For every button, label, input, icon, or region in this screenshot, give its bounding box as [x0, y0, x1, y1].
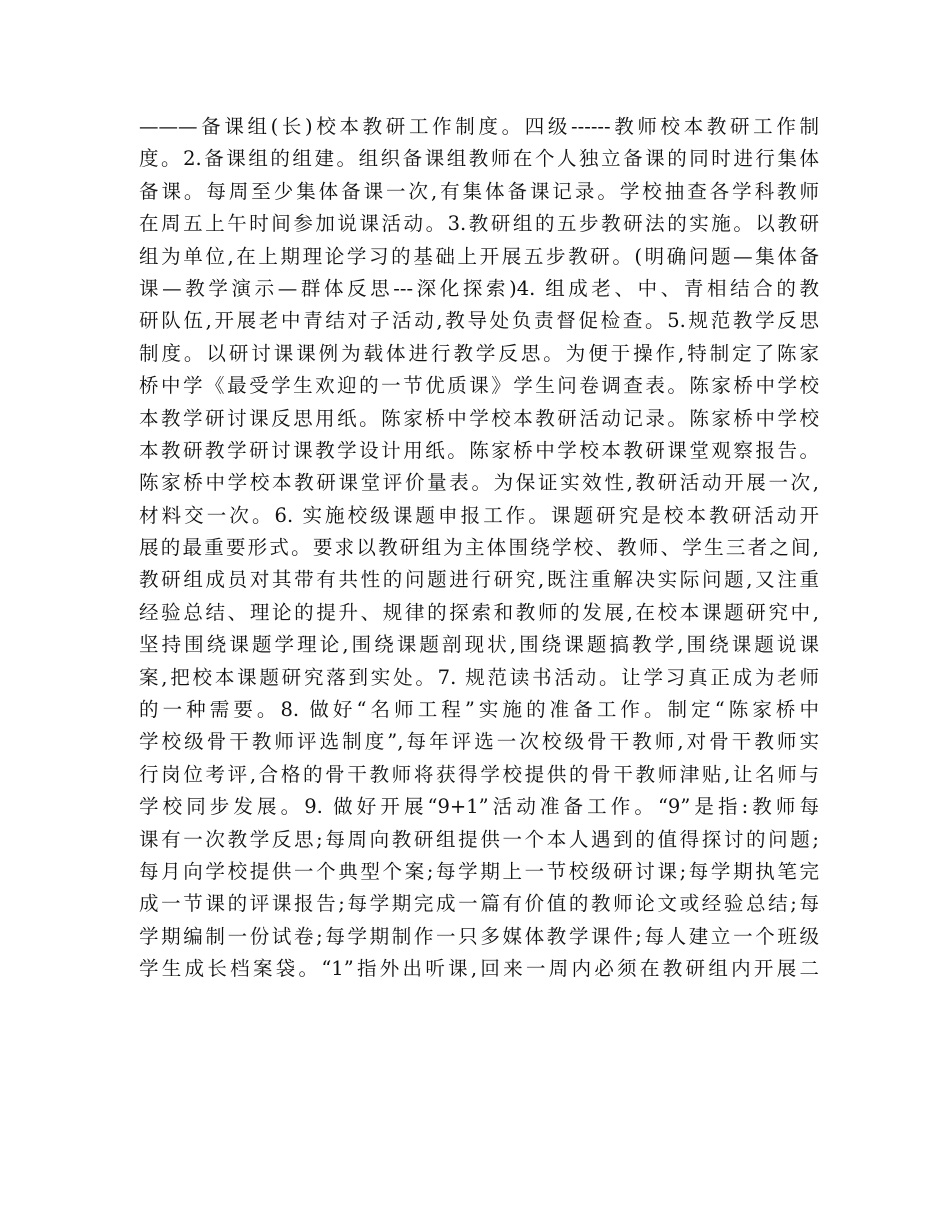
- text-line: 学期编制一份试卷;每学期制作一只多媒体教学课件;每人建立一个班级: [139, 924, 819, 948]
- text-line: 本教研教学研讨课教学设计用纸。陈家桥中学校本教研课堂观察报告。: [139, 438, 819, 462]
- text-line: 的一种需要。8. 做好“名师工程”实施的准备工作。制定“陈家桥中: [139, 698, 819, 722]
- text-line: 成一节课的评课报告;每学期完成一篇有价值的教师论文或经验总结;每: [139, 892, 819, 916]
- text-line: 行岗位考评,合格的骨干教师将获得学校提供的骨干教师津贴,让名师与: [139, 762, 819, 786]
- text-line: 度。2.备课组的组建。组织备课组教师在个人独立备课的同时进行集体: [139, 147, 819, 171]
- body-text: [139, 111, 819, 986]
- text-line: 每月向学校提供一个典型个案;每学期上一节校级研讨课;每学期执笔完: [139, 859, 819, 883]
- text-line: ———备课组(长)校本教研工作制度。四级------教师校本教研工作制: [139, 115, 819, 138]
- text-line: 课有一次教学反思;每周向教研组提供一个本人遇到的值得探讨的问题;: [139, 827, 819, 851]
- text-line: 陈家桥中学校本教研课堂评价量表。为保证实效性,教研活动开展一次,: [139, 471, 819, 495]
- text-line: 组为单位,在上期理论学习的基础上开展五步教研。(明确问题—集体备: [139, 244, 819, 268]
- text-line: 制度。以研讨课课例为载体进行教学反思。为便于操作,特制定了陈家: [139, 341, 819, 365]
- text-line: 课—教学演示—群体反思---深化探索)4. 组成老、中、青相结合的教: [139, 276, 819, 300]
- text-line: 学校级骨干教师评选制度”,每年评选一次校级骨干教师,对骨干教师实: [139, 730, 819, 754]
- text-line: 桥中学《最受学生欢迎的一节优质课》学生问卷调查表。陈家桥中学校: [139, 374, 819, 398]
- text-line: 学校同步发展。9. 做好开展“9+1”活动准备工作。“9”是指:教师每: [139, 795, 819, 819]
- text-line: 本教学研讨课反思用纸。陈家桥中学校本教研活动记录。陈家桥中学校: [139, 406, 819, 430]
- text-line: 材料交一次。6. 实施校级课题申报工作。课题研究是校本教研活动开: [139, 503, 819, 527]
- text-line: 坚持围绕课题学理论,围绕课题剖现状,围绕课题搞教学,围绕课题说课: [139, 633, 819, 657]
- text-line: 研队伍,开展老中青结对子活动,教导处负责督促检查。5.规范教学反思: [139, 309, 819, 333]
- text-line: 案,把校本课题研究落到实处。7. 规范读书活动。让学习真正成为老师: [139, 665, 819, 689]
- text-line: 教研组成员对其带有共性的问题进行研究,既注重解决实际问题,又注重: [139, 568, 819, 592]
- text-line: 展的最重要形式。要求以教研组为主体围绕学校、教师、学生三者之间,: [139, 536, 819, 560]
- text-line: 学生成长档案袋。“1”指外出听课,回来一周内必须在教研组内开展二: [139, 957, 819, 981]
- text-line: 备课。每周至少集体备课一次,有集体备课记录。学校抽查各学科教师: [139, 179, 819, 203]
- text-line: 在周五上午时间参加说课活动。3.教研组的五步教研法的实施。以教研: [139, 212, 819, 236]
- text-line: 经验总结、理论的提升、规律的探索和教师的发展,在校本课题研究中,: [139, 600, 819, 624]
